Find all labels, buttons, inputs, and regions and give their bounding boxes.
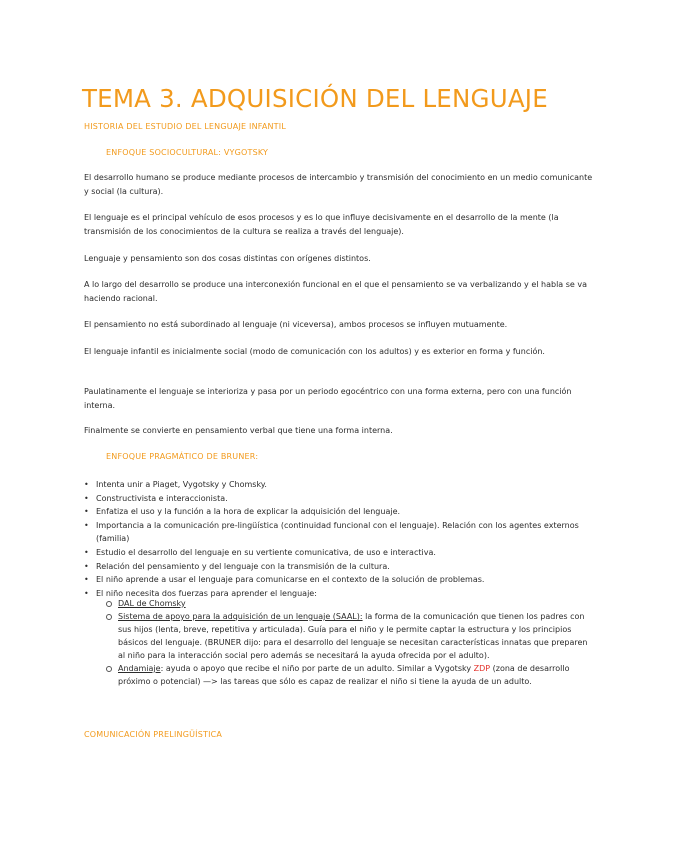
list-item: • Constructivista e interaccionista. — [84, 492, 596, 506]
list-item: • Importancia a la comunicación pre-lingüística (continuidad funcional con el lenguaje). Relación con los agentes externos (familia) — [84, 519, 596, 546]
paragraph: Paulatinamente el lenguaje se interioriza y pasa por un periodo egocéntrico con una forma externa, pero con una función interna. — [84, 387, 572, 410]
paragraph: El pensamiento no está subordinado al lenguaje (ni viceversa), ambos procesos se influyen mutuamente. — [84, 320, 508, 329]
saal-text: la forma de la comunicación que tienen los padres con sus hijos (lenta, breve, repetitiva y articulada). Guía para el niño y le permite captar la estructura y los principios básicos del lenguaje. (BRUNER dijo: para el desarrollo del lenguaje se necesitan características innatas que preparen al niño para la interacción social pero además se necesitará la ayuda ofrecida por el adulto). — [118, 612, 588, 660]
paragraph: Lenguaje y pensamiento son dos cosas distintas con orígenes distintos. — [84, 254, 371, 263]
forces-sublist — [106, 597, 596, 688]
paragraph: El desarrollo humano se produce mediante procesos de intercambio y transmisión del conocimiento en un medio comunicante y social (la cultura). — [84, 173, 593, 196]
list-item: • El niño aprende a usar el lenguaje para comunicarse en el contexto de la solución de problemas. — [84, 573, 596, 587]
andamiaje-term: Andamiaje — [118, 664, 161, 673]
page-title: TEMA 3. ADQUISICIÓN DEL LENGUAJE — [82, 84, 548, 113]
paragraph: El lenguaje es el principal vehículo de esos procesos y es lo que influye decisivamente en el desarrollo de la mente (la transmisión de los conocimientos de la cultura se realiza a través del lenguaje). — [84, 213, 559, 236]
andamiaje-text: : ayuda o apoyo que recibe el niño por parte de un adulto. Similar a Vygotsky — [160, 664, 474, 673]
section-heading-prelinguistic: COMUNICACIÓN PRELINGÜÍSTICA — [84, 730, 223, 739]
paragraph: El lenguaje infantil es inicialmente social (modo de comunicación con los adultos) y es exterior en forma y función. — [84, 347, 545, 356]
list-item: • Relación del pensamiento y del lenguaje con la transmisión de la cultura. — [84, 560, 596, 574]
sub-item-andamiaje — [106, 662, 596, 688]
paragraph: A lo largo del desarrollo se produce una interconexión funcional en el que el pensamiento se va verbalizando y el habla se va haciendo racional. — [84, 280, 588, 303]
list-item: • El niño necesita dos fuerzas para aprender el lenguaje: — [84, 587, 596, 601]
list-item: • Estudio el desarrollo del lenguaje en su vertiente comunicativa, de uso e interactiva. — [84, 546, 596, 560]
zdp-highlight: ZDP — [473, 664, 491, 673]
list-item: • Intenta unir a Piaget, Vygotsky y Chomsky. — [84, 478, 596, 492]
section-heading: HISTORIA DEL ESTUDIO DEL LENGUAJE INFANTIL — [84, 122, 286, 131]
subsection-heading-vygotsky: ENFOQUE SOCIOCULTURAL: VYGOTSKY — [106, 148, 269, 157]
sub-item-dal — [106, 597, 596, 610]
subsection-heading-bruner: ENFOQUE PRAGMÁTICO DE BRUNER: — [106, 452, 259, 461]
paragraph: Finalmente se convierte en pensamiento verbal que tiene una forma interna. — [84, 426, 393, 435]
sub-item-saal — [106, 610, 596, 662]
bruner-list — [84, 478, 596, 600]
saal-term: Sistema de apoyo para la adquisición de un lenguaje (SAAL): — [118, 612, 363, 621]
list-item: • Enfatiza el uso y la función a la hora de explicar la adquisición del lenguaje. — [84, 505, 596, 519]
dal-term: DAL de Chomsky — [118, 599, 186, 608]
andamiaje-text-end: (zona de desarrollo próximo o potencial) —> las tareas que sólo es capaz de realizar el niño si tiene la ayuda de un adulto. — [118, 664, 570, 686]
